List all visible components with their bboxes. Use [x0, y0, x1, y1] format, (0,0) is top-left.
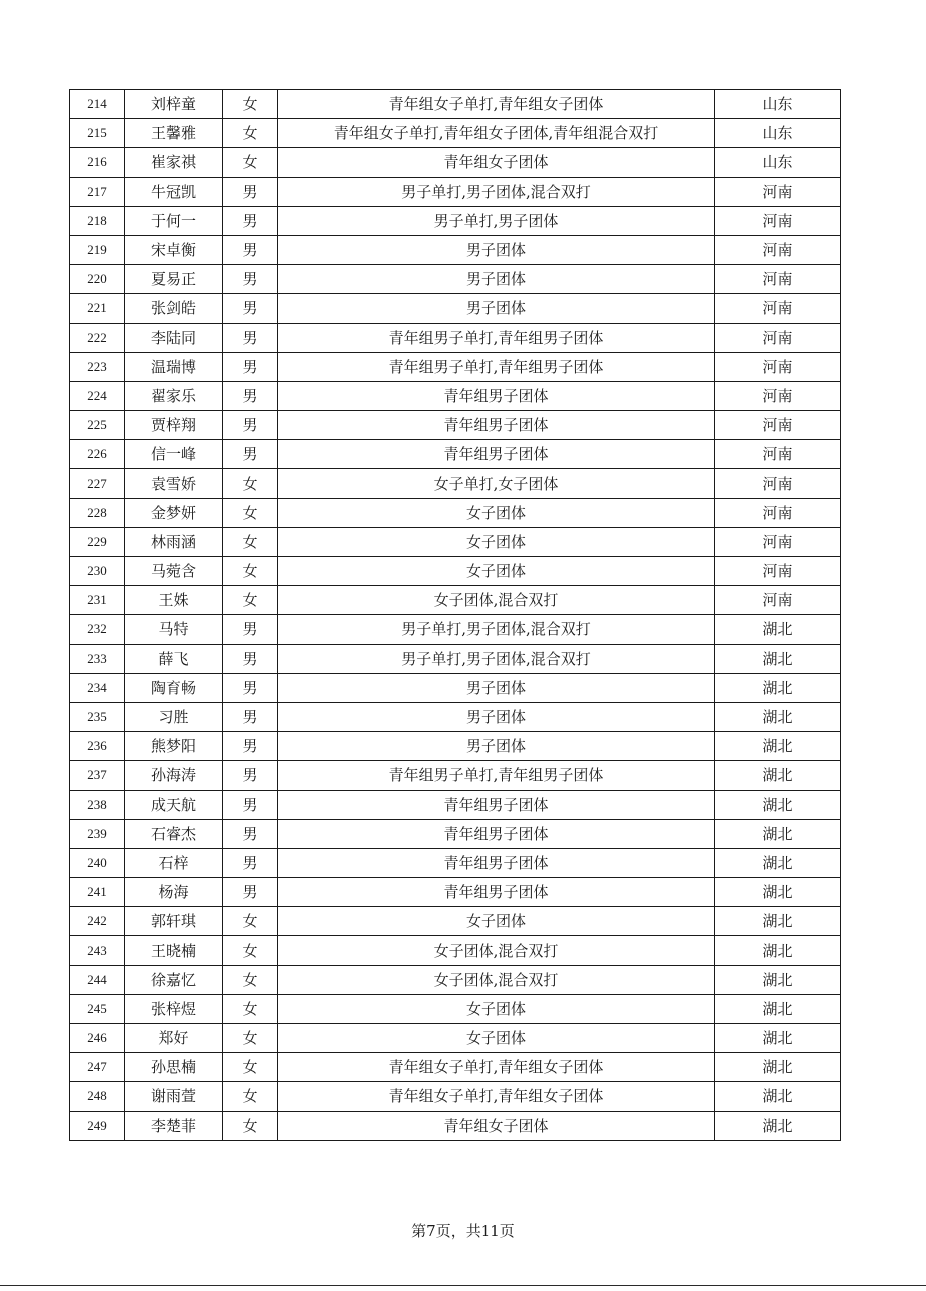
table-row: [70, 206, 841, 235]
cell-region: 湖北: [715, 615, 841, 644]
cell-name: 翟家乐: [125, 381, 223, 410]
cell-number: 246: [70, 1024, 125, 1053]
cell-number: 233: [70, 644, 125, 673]
cell-name: 谢雨萱: [125, 1082, 223, 1111]
cell-events: 青年组男子单打,青年组男子团体: [278, 352, 715, 381]
cell-gender: 男: [223, 294, 278, 323]
cell-number: 247: [70, 1053, 125, 1082]
cell-region: 湖北: [715, 732, 841, 761]
cell-events: 青年组女子团体: [278, 148, 715, 177]
cell-gender: 男: [223, 790, 278, 819]
table-row: [70, 557, 841, 586]
table-row: [70, 1082, 841, 1111]
cell-number: 214: [70, 90, 125, 119]
cell-number: 232: [70, 615, 125, 644]
cell-name: 金梦妍: [125, 498, 223, 527]
cell-events: 女子团体: [278, 1024, 715, 1053]
table-row: [70, 527, 841, 556]
cell-name: 林雨涵: [125, 527, 223, 556]
cell-name: 李楚菲: [125, 1111, 223, 1140]
cell-number: 245: [70, 994, 125, 1023]
cell-region: 湖北: [715, 702, 841, 731]
cell-events: 青年组男子团体: [278, 790, 715, 819]
table-row: [70, 119, 841, 148]
cell-name: 李陆同: [125, 323, 223, 352]
cell-name: 张梓煜: [125, 994, 223, 1023]
cell-name: 郭轩琪: [125, 907, 223, 936]
cell-name: 王姝: [125, 586, 223, 615]
cell-name: 薛飞: [125, 644, 223, 673]
table-row: [70, 732, 841, 761]
roster-table-body: [70, 90, 841, 1141]
cell-name: 石睿杰: [125, 819, 223, 848]
cell-number: 239: [70, 819, 125, 848]
cell-number: 222: [70, 323, 125, 352]
cell-gender: 男: [223, 352, 278, 381]
cell-events: 女子团体: [278, 907, 715, 936]
cell-events: 青年组男子团体: [278, 440, 715, 469]
cell-name: 张剑皓: [125, 294, 223, 323]
cell-region: 河南: [715, 294, 841, 323]
cell-name: 孙思楠: [125, 1053, 223, 1082]
cell-events: 青年组女子单打,青年组女子团体: [278, 1053, 715, 1082]
cell-name: 信一峰: [125, 440, 223, 469]
cell-name: 袁雪娇: [125, 469, 223, 498]
cell-events: 青年组男子团体: [278, 819, 715, 848]
cell-gender: 女: [223, 498, 278, 527]
cell-number: 218: [70, 206, 125, 235]
cell-gender: 女: [223, 1053, 278, 1082]
cell-region: 河南: [715, 440, 841, 469]
cell-gender: 男: [223, 265, 278, 294]
cell-gender: 女: [223, 119, 278, 148]
cell-region: 湖北: [715, 848, 841, 877]
cell-name: 杨海: [125, 878, 223, 907]
cell-region: 湖北: [715, 907, 841, 936]
cell-name: 于何一: [125, 206, 223, 235]
table-row: [70, 936, 841, 965]
cell-region: 河南: [715, 411, 841, 440]
cell-gender: 女: [223, 527, 278, 556]
cell-events: 青年组女子单打,青年组女子团体,青年组混合双打: [278, 119, 715, 148]
table-row: [70, 177, 841, 206]
cell-name: 牛冠凯: [125, 177, 223, 206]
cell-name: 习胜: [125, 702, 223, 731]
cell-events: 女子团体,混合双打: [278, 586, 715, 615]
cell-name: 石梓: [125, 848, 223, 877]
cell-number: 237: [70, 761, 125, 790]
table-row: [70, 235, 841, 264]
cell-number: 227: [70, 469, 125, 498]
cell-number: 248: [70, 1082, 125, 1111]
cell-events: 青年组男子团体: [278, 878, 715, 907]
cell-number: 216: [70, 148, 125, 177]
cell-gender: 男: [223, 235, 278, 264]
cell-number: 243: [70, 936, 125, 965]
table-row: [70, 615, 841, 644]
table-row: [70, 411, 841, 440]
cell-number: 240: [70, 848, 125, 877]
table-row: [70, 819, 841, 848]
cell-number: 221: [70, 294, 125, 323]
cell-region: 河南: [715, 557, 841, 586]
cell-name: 陶育畅: [125, 673, 223, 702]
cell-gender: 男: [223, 644, 278, 673]
cell-gender: 男: [223, 440, 278, 469]
cell-number: 244: [70, 965, 125, 994]
table-row: [70, 702, 841, 731]
cell-region: 湖北: [715, 673, 841, 702]
cell-number: 217: [70, 177, 125, 206]
table-row: [70, 498, 841, 527]
table-row: [70, 644, 841, 673]
cell-events: 女子团体,混合双打: [278, 965, 715, 994]
cell-events: 青年组男子团体: [278, 411, 715, 440]
table-row: [70, 469, 841, 498]
cell-number: 234: [70, 673, 125, 702]
cell-gender: 女: [223, 469, 278, 498]
cell-events: 男子单打,男子团体: [278, 206, 715, 235]
cell-name: 马特: [125, 615, 223, 644]
cell-number: 215: [70, 119, 125, 148]
table-row: [70, 761, 841, 790]
cell-region: 山东: [715, 119, 841, 148]
cell-gender: 女: [223, 557, 278, 586]
cell-events: 男子单打,男子团体,混合双打: [278, 644, 715, 673]
cell-region: 河南: [715, 352, 841, 381]
cell-number: 235: [70, 702, 125, 731]
cell-name: 孙海涛: [125, 761, 223, 790]
cell-gender: 女: [223, 907, 278, 936]
table-row: [70, 323, 841, 352]
table-row: [70, 878, 841, 907]
cell-region: 河南: [715, 265, 841, 294]
cell-gender: 男: [223, 673, 278, 702]
cell-name: 宋卓衡: [125, 235, 223, 264]
cell-gender: 女: [223, 936, 278, 965]
cell-events: 青年组女子单打,青年组女子团体: [278, 1082, 715, 1111]
cell-events: 男子团体: [278, 235, 715, 264]
cell-region: 湖北: [715, 878, 841, 907]
cell-number: 223: [70, 352, 125, 381]
cell-events: 男子单打,男子团体,混合双打: [278, 177, 715, 206]
cell-region: 河南: [715, 498, 841, 527]
cell-region: 河南: [715, 235, 841, 264]
cell-gender: 女: [223, 148, 278, 177]
cell-name: 马菀含: [125, 557, 223, 586]
table-row: [70, 965, 841, 994]
cell-events: 女子团体: [278, 498, 715, 527]
cell-number: 219: [70, 235, 125, 264]
cell-region: 河南: [715, 323, 841, 352]
cell-name: 王晓楠: [125, 936, 223, 965]
page-footer: 第7页，共11页: [411, 1222, 515, 1240]
table-row: [70, 90, 841, 119]
cell-region: 河南: [715, 586, 841, 615]
table-row: [70, 1053, 841, 1082]
cell-gender: 女: [223, 994, 278, 1023]
cell-gender: 男: [223, 761, 278, 790]
cell-gender: 女: [223, 1111, 278, 1140]
cell-gender: 男: [223, 615, 278, 644]
cell-number: 230: [70, 557, 125, 586]
cell-region: 湖北: [715, 790, 841, 819]
cell-number: 249: [70, 1111, 125, 1140]
cell-region: 山东: [715, 148, 841, 177]
cell-events: 女子团体,混合双打: [278, 936, 715, 965]
cell-events: 男子团体: [278, 732, 715, 761]
cell-region: 湖北: [715, 994, 841, 1023]
cell-name: 王馨雅: [125, 119, 223, 148]
cell-gender: 女: [223, 586, 278, 615]
cell-number: 220: [70, 265, 125, 294]
cell-gender: 男: [223, 732, 278, 761]
cell-number: 226: [70, 440, 125, 469]
table-row: [70, 673, 841, 702]
cell-events: 青年组男子单打,青年组男子团体: [278, 761, 715, 790]
cell-events: 青年组男子团体: [278, 848, 715, 877]
cell-name: 夏易正: [125, 265, 223, 294]
page-bottom-rule: [0, 1285, 926, 1286]
cell-events: 男子单打,男子团体,混合双打: [278, 615, 715, 644]
cell-gender: 男: [223, 206, 278, 235]
cell-name: 刘梓童: [125, 90, 223, 119]
cell-number: 228: [70, 498, 125, 527]
cell-region: 湖北: [715, 1024, 841, 1053]
cell-name: 郑好: [125, 1024, 223, 1053]
cell-region: 湖北: [715, 936, 841, 965]
cell-name: 成天航: [125, 790, 223, 819]
table-row: [70, 265, 841, 294]
cell-gender: 男: [223, 848, 278, 877]
roster-table: [69, 89, 841, 1141]
cell-gender: 女: [223, 1082, 278, 1111]
cell-gender: 女: [223, 90, 278, 119]
cell-gender: 男: [223, 878, 278, 907]
table-row: [70, 907, 841, 936]
cell-events: 男子团体: [278, 702, 715, 731]
cell-region: 湖北: [715, 761, 841, 790]
cell-region: 河南: [715, 381, 841, 410]
cell-gender: 男: [223, 323, 278, 352]
cell-number: 224: [70, 381, 125, 410]
table-row: [70, 848, 841, 877]
cell-gender: 男: [223, 702, 278, 731]
cell-region: 河南: [715, 527, 841, 556]
table-row: [70, 994, 841, 1023]
cell-number: 241: [70, 878, 125, 907]
cell-events: 女子团体: [278, 557, 715, 586]
table-row: [70, 1111, 841, 1140]
table-row: [70, 148, 841, 177]
cell-events: 青年组男子团体: [278, 381, 715, 410]
table-row: [70, 352, 841, 381]
cell-gender: 男: [223, 177, 278, 206]
cell-region: 河南: [715, 177, 841, 206]
cell-name: 徐嘉忆: [125, 965, 223, 994]
cell-events: 男子团体: [278, 294, 715, 323]
cell-name: 熊梦阳: [125, 732, 223, 761]
cell-region: 湖北: [715, 1053, 841, 1082]
cell-region: 湖北: [715, 644, 841, 673]
cell-name: 贾梓翔: [125, 411, 223, 440]
cell-region: 湖北: [715, 819, 841, 848]
cell-gender: 男: [223, 411, 278, 440]
cell-name: 崔家祺: [125, 148, 223, 177]
cell-events: 男子团体: [278, 265, 715, 294]
table-row: [70, 381, 841, 410]
table-row: [70, 440, 841, 469]
cell-number: 229: [70, 527, 125, 556]
table-row: [70, 586, 841, 615]
cell-number: 242: [70, 907, 125, 936]
cell-gender: 女: [223, 1024, 278, 1053]
cell-region: 湖北: [715, 1111, 841, 1140]
cell-region: 湖北: [715, 965, 841, 994]
cell-number: 225: [70, 411, 125, 440]
cell-events: 女子单打,女子团体: [278, 469, 715, 498]
cell-region: 湖北: [715, 1082, 841, 1111]
cell-region: 河南: [715, 469, 841, 498]
cell-name: 温瑞博: [125, 352, 223, 381]
cell-gender: 女: [223, 965, 278, 994]
cell-events: 青年组女子团体: [278, 1111, 715, 1140]
cell-events: 男子团体: [278, 673, 715, 702]
table-row: [70, 1024, 841, 1053]
cell-number: 238: [70, 790, 125, 819]
cell-gender: 男: [223, 381, 278, 410]
cell-number: 236: [70, 732, 125, 761]
cell-region: 河南: [715, 206, 841, 235]
cell-gender: 男: [223, 819, 278, 848]
cell-events: 女子团体: [278, 994, 715, 1023]
table-row: [70, 790, 841, 819]
cell-events: 青年组男子单打,青年组男子团体: [278, 323, 715, 352]
cell-number: 231: [70, 586, 125, 615]
table-row: [70, 294, 841, 323]
cell-events: 女子团体: [278, 527, 715, 556]
cell-events: 青年组女子单打,青年组女子团体: [278, 90, 715, 119]
cell-region: 山东: [715, 90, 841, 119]
